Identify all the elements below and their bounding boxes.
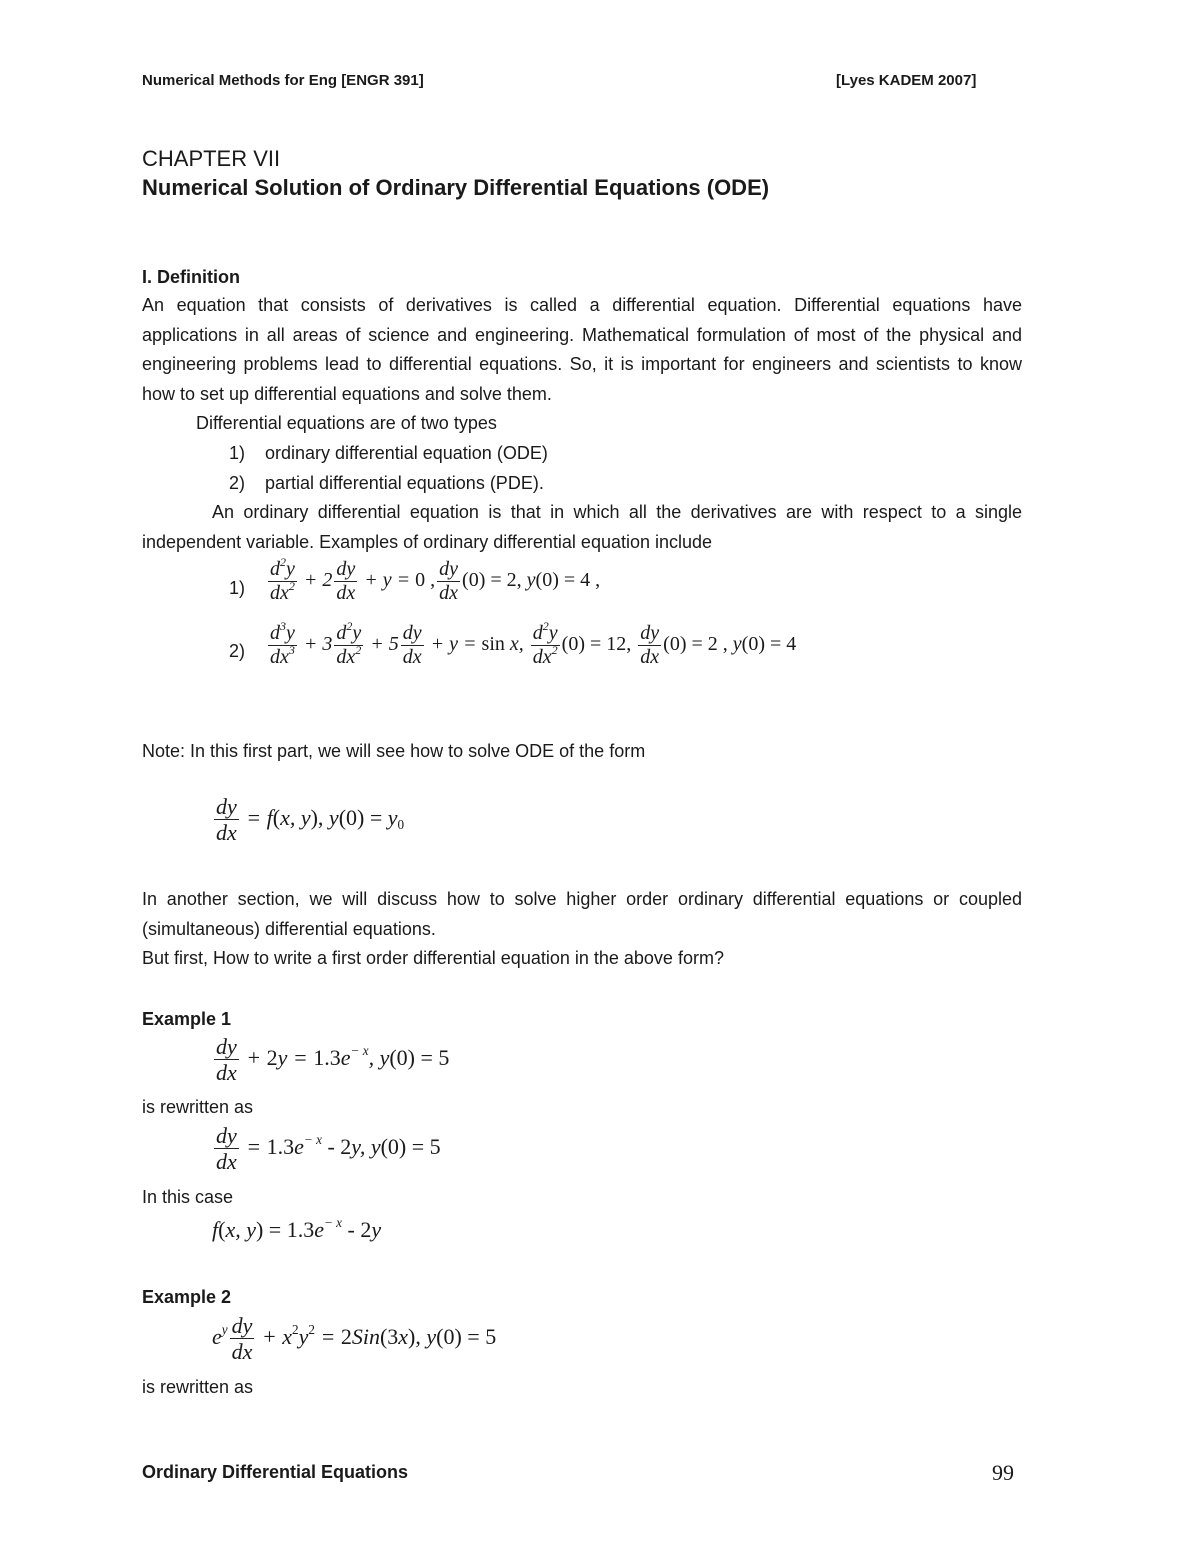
- header-course: Numerical Methods for Eng [ENGR 391]: [142, 72, 424, 89]
- type-1-text: ordinary differential equation (ODE): [265, 443, 548, 463]
- example-1-equation: $\frac{dy}{dx}$ + $2y = 1.3e^{- x}$, y(0) = 5: [216, 1034, 450, 1086]
- types-intro: Differential equations are of two types: [196, 413, 497, 433]
- another-section-paragraph: In another section, we will discuss how to solve higher order ordinary differential equations or coupled (simultaneous) differential equations.: [142, 889, 1022, 939]
- chapter-title: Numerical Solution of Ordinary Differential Equations (ODE): [142, 175, 770, 200]
- page-number: 99: [992, 1460, 1014, 1485]
- example-1-in-this-case: In this case: [142, 1187, 234, 1207]
- example-1-rewritten-label: is rewritten as: [142, 1097, 254, 1117]
- ode-paragraph: An ordinary differential equation is that in which all the derivatives are with respect to a single independent variable. Examples of ordinary differential equation include: [142, 502, 1022, 552]
- example-1-function: f(x, $y) = 1.3e^{- x} - 2y$: [212, 1215, 382, 1242]
- example-ode-2: $\frac{d^3y}{dx^3}$ + 3 $\frac{d^2y}{dx^2}$ + 5 $\frac{dy}{dx}$ + y = sin x, $\frac{d^2y}{dx^2}$ (0) = 12, $\frac{dy}{dx}$ (0) = 2 , y(0) = 4: [270, 619, 797, 668]
- example-eq-2-number: 2): [229, 641, 246, 661]
- example-2-heading: Example 2: [142, 1287, 232, 1307]
- type-2-text: partial differential equations (PDE).: [265, 473, 544, 493]
- example-2-equation: $e^y$ $\frac{dy}{dx}$ + $x^2y^2 = 2Sin(3x)$, y(0) = 5: [212, 1313, 497, 1365]
- footer-section: Ordinary Differential Equations: [142, 1462, 409, 1482]
- type-2-number: 2): [229, 473, 246, 493]
- example-2-rewritten-label: is rewritten as: [142, 1377, 254, 1397]
- chapter-number: CHAPTER VII: [142, 146, 281, 171]
- type-1-number: 1): [229, 443, 246, 463]
- but-first-text: But first, How to write a first order differential equation in the above form?: [142, 948, 724, 968]
- example-eq-1-number: 1): [229, 578, 246, 598]
- example-ode-1: $\frac{d^2y}{dx^2}$ + 2 $\frac{dy}{dx}$ + y = 0 , $\frac{dy}{dx}$ (0) = 2, y(0) = 4 ,: [270, 555, 601, 604]
- header-author: [Lyes KADEM 2007]: [836, 72, 977, 89]
- section-heading-definition: I. Definition: [142, 267, 240, 287]
- example-1-heading: Example 1: [142, 1009, 232, 1029]
- definition-paragraph: An equation that consists of derivatives is called a differential equation. Differential equations have applications in all areas of science and engineering. Mathematical formulation of most of the physical and engineering problems lead to differential equations. So, it is important for engineers and scientists to know how to set up differential equations and solve them.: [142, 295, 1022, 405]
- note-text: Note: In this first part, we will see how to solve ODE of the form: [142, 741, 646, 761]
- general-ode-form: $\frac{dy}{dx}$ = f(x, y), $y(0) = y_0$: [216, 794, 405, 846]
- example-1-rewritten-equation: $\frac{dy}{dx}$ = $1.3e^{- x} - 2y$, y(0) = 5: [216, 1123, 441, 1175]
